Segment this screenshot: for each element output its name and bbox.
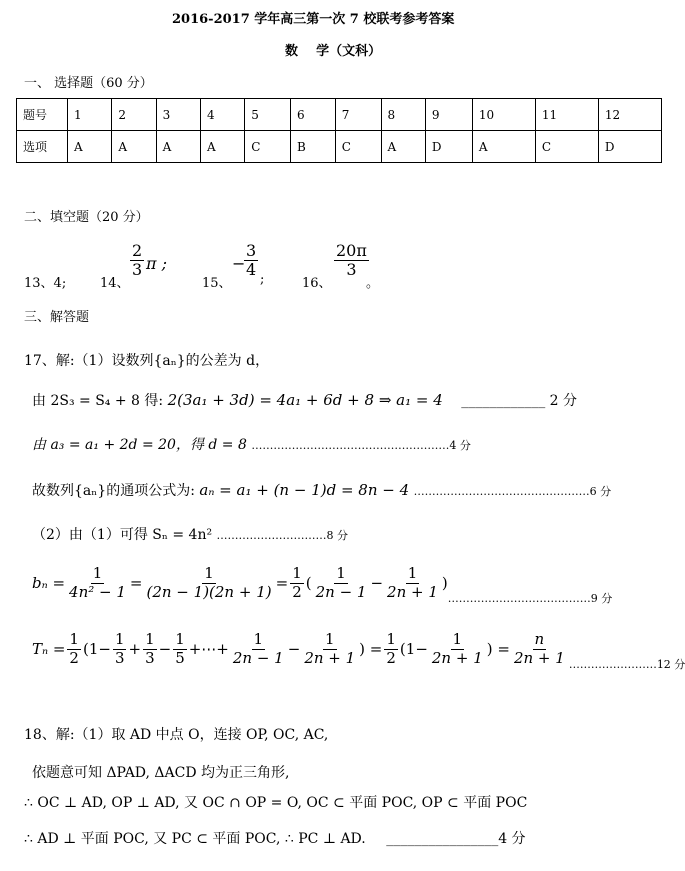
q17-line-2-prefix: 由 2S₃ = S₄ + 8 得:	[32, 393, 164, 409]
tn-frac-1-3	[113, 631, 127, 667]
table-cell: 5	[245, 99, 291, 131]
answer-14-label: 14、	[100, 276, 130, 291]
fraction-denominator: 2n − 1	[315, 582, 367, 601]
close-paren: )	[441, 574, 448, 592]
table-cell: A	[112, 131, 156, 163]
open-paren: (	[305, 574, 312, 592]
fraction-denominator: 2n + 1	[304, 648, 356, 667]
q17-line-2	[32, 390, 577, 410]
table-cell: C	[245, 131, 291, 163]
fraction-denominator: 3	[145, 648, 155, 667]
fraction-numerator: 1	[92, 564, 103, 583]
fraction-denominator: 4n² − 1	[69, 582, 126, 601]
tn-lhs: Tₙ =	[32, 640, 66, 658]
bn-half	[290, 565, 304, 601]
fraction-denominator: 2	[386, 648, 396, 667]
bn-fraction-3	[314, 565, 369, 601]
q17-line-3	[32, 434, 471, 454]
answer-15-fraction	[244, 242, 258, 280]
q18-line-4	[24, 828, 526, 848]
table-cell: 8	[381, 99, 425, 131]
tn-frac-2nm1	[231, 631, 286, 667]
section-3-heading: 三、解答题	[24, 310, 90, 325]
bn-fraction-1	[67, 565, 128, 601]
q17-line-5-score: …………………………8 分	[216, 529, 349, 542]
fraction-denominator: 2	[69, 648, 79, 667]
fraction-denominator: 2	[292, 582, 302, 601]
table-cell: 2	[112, 99, 156, 131]
fraction-denominator: 3	[114, 648, 125, 667]
table-cell: 选项	[17, 131, 68, 163]
q17-line-2-score: ____________ 2 分	[461, 393, 578, 409]
table-cell: A	[381, 131, 425, 163]
q18-line-3: ∴ OC ⊥ AD, OP ⊥ AD, 又 OC ∩ OP = O, OC ⊂ 平面 POC, OP ⊂ 平面 POC	[24, 795, 528, 811]
tn-text: (1−	[399, 640, 428, 658]
table-cell: A	[156, 131, 200, 163]
fraction-numerator: 1	[204, 564, 214, 583]
tn-text: ) =	[359, 640, 383, 658]
answer-16-fraction	[334, 242, 369, 280]
table-cell: 10	[472, 99, 535, 131]
tn-text: +	[128, 640, 142, 658]
table-cell: C	[335, 131, 381, 163]
table-cell: 11	[535, 99, 598, 131]
fraction-denominator: 2n + 1	[431, 648, 483, 667]
bn-fraction-4	[385, 565, 440, 601]
fraction-denominator: 2n + 1	[387, 582, 438, 601]
tn-text: +⋯+	[188, 640, 229, 658]
q17-line-2-equation: 2(3a₁ + 3d) = 4a₁ + 6d + 8 ⇒ a₁ = 4	[167, 391, 443, 409]
fraction-denominator: 2n − 1	[232, 648, 284, 667]
fraction-numerator: 1	[253, 630, 264, 649]
tn-text: −	[158, 640, 172, 658]
q17-b-formula	[32, 560, 612, 606]
answer-table	[16, 98, 662, 163]
answer-15-label: 15、	[202, 276, 232, 291]
fraction-numerator: 1	[336, 564, 346, 583]
table-row	[17, 131, 662, 163]
q18-line-4-text: ∴ AD ⊥ 平面 POC, 又 PC ⊂ 平面 POC, ∴ PC ⊥ AD.	[24, 831, 366, 847]
table-cell: 7	[335, 99, 381, 131]
bn-fraction-2	[144, 565, 273, 601]
document-title: 2016-2017 学年高三第一次 7 校联考参考答案	[172, 12, 455, 27]
fraction-numerator: 1	[452, 630, 463, 649]
q17-line-1: 17、解:（1）设数列{aₙ}的公差为 d，	[24, 353, 270, 369]
q18-line-2: 依题意可知 ΔPAD, ΔACD 均为正三角形,	[32, 765, 290, 781]
tn-text: (1−	[82, 640, 111, 658]
table-cell: B	[291, 131, 336, 163]
answer-14-tail: π ;	[146, 254, 167, 273]
equals-sign: =	[129, 574, 143, 592]
q17-line-3-text: 由 a₃ = a₁ + 2d = 20，得 d = 8	[32, 437, 247, 453]
fraction-denominator: 4	[246, 260, 257, 280]
table-cell: 6	[291, 99, 336, 131]
q17-line-5-text: （2）由（1）可得 Sₙ = 4n²	[32, 527, 213, 543]
table-cell: 4	[200, 99, 244, 131]
answer-16-tail: 。	[366, 276, 380, 291]
tn-half-2	[384, 631, 398, 667]
table-cell: A	[200, 131, 244, 163]
tn-frac-1-3b	[143, 631, 157, 667]
fraction-numerator: 1	[145, 630, 155, 649]
fraction-denominator: 5	[175, 648, 185, 667]
answer-16-label: 16、	[302, 276, 332, 291]
q17-b-score: …………………………………9 分	[447, 592, 613, 605]
answer-13: 13、4;	[24, 276, 67, 291]
document-subtitle: 数 学（文科）	[285, 44, 382, 59]
tn-frac-2np1-b	[430, 631, 485, 667]
tn-text: −	[287, 640, 301, 658]
q17-line-4-prefix: 故数列{aₙ}的通项公式为:	[32, 483, 195, 499]
tn-text: ) =	[486, 640, 510, 658]
q17-line-3-score: ………………………………………………4 分	[251, 439, 471, 452]
tn-frac-1-5	[173, 631, 187, 667]
equals-sign: =	[275, 574, 289, 592]
bn-lhs: bₙ =	[32, 574, 66, 592]
table-cell: A	[68, 131, 112, 163]
fraction-numerator: 20π	[336, 241, 367, 260]
q17-line-4	[32, 480, 611, 500]
section-2-heading: 二、填空题（20 分）	[24, 210, 149, 225]
table-row	[17, 99, 662, 131]
q17-t-formula	[32, 626, 685, 672]
answer-15-sign: −	[232, 254, 246, 273]
table-cell: 3	[156, 99, 200, 131]
q18-line-4-score: ________________4 分	[386, 831, 526, 847]
fraction-numerator: 1	[292, 564, 302, 583]
fraction-denominator: 3	[346, 260, 357, 280]
table-cell: 1	[68, 99, 112, 131]
fraction-numerator: 3	[246, 241, 257, 260]
q17-line-5	[32, 524, 348, 544]
q17-line-4-score: …………………………………………6 分	[413, 485, 612, 498]
table-cell: C	[535, 131, 598, 163]
table-cell: D	[425, 131, 472, 163]
tn-frac-2np1	[302, 631, 357, 667]
answer-15-tail: ;	[260, 272, 265, 287]
tn-result	[512, 631, 567, 667]
fraction-denominator: (2n − 1)(2n + 1)	[146, 582, 272, 601]
answer-14-fraction	[130, 242, 144, 280]
fraction-numerator: 2	[132, 241, 143, 260]
tn-half	[67, 631, 81, 667]
fraction-denominator: 3	[132, 260, 143, 280]
fraction-numerator: 1	[175, 630, 185, 649]
q17-line-4-equation: aₙ = a₁ + (n − 1)d = 8n − 4	[199, 481, 410, 499]
section-1-heading: 一、 选择题（60 分）	[24, 76, 153, 91]
fraction-numerator: 1	[114, 630, 125, 649]
fraction-numerator: 1	[407, 564, 418, 583]
fraction-denominator: 2n + 1	[513, 648, 565, 667]
table-cell: 题号	[17, 99, 68, 131]
fraction-numerator: 1	[69, 630, 79, 649]
table-cell: A	[472, 131, 535, 163]
q18-line-1: 18、解:（1）取 AD 中点 O，连接 OP, OC, AC,	[24, 727, 329, 743]
fraction-numerator: 1	[386, 630, 396, 649]
table-cell: D	[598, 131, 661, 163]
table-cell: 12	[598, 99, 661, 131]
fraction-numerator: n	[534, 630, 545, 649]
minus-sign: −	[370, 574, 384, 592]
q17-t-score: ……………………12 分	[568, 658, 685, 671]
table-cell: 9	[425, 99, 472, 131]
fraction-numerator: 1	[324, 630, 335, 649]
